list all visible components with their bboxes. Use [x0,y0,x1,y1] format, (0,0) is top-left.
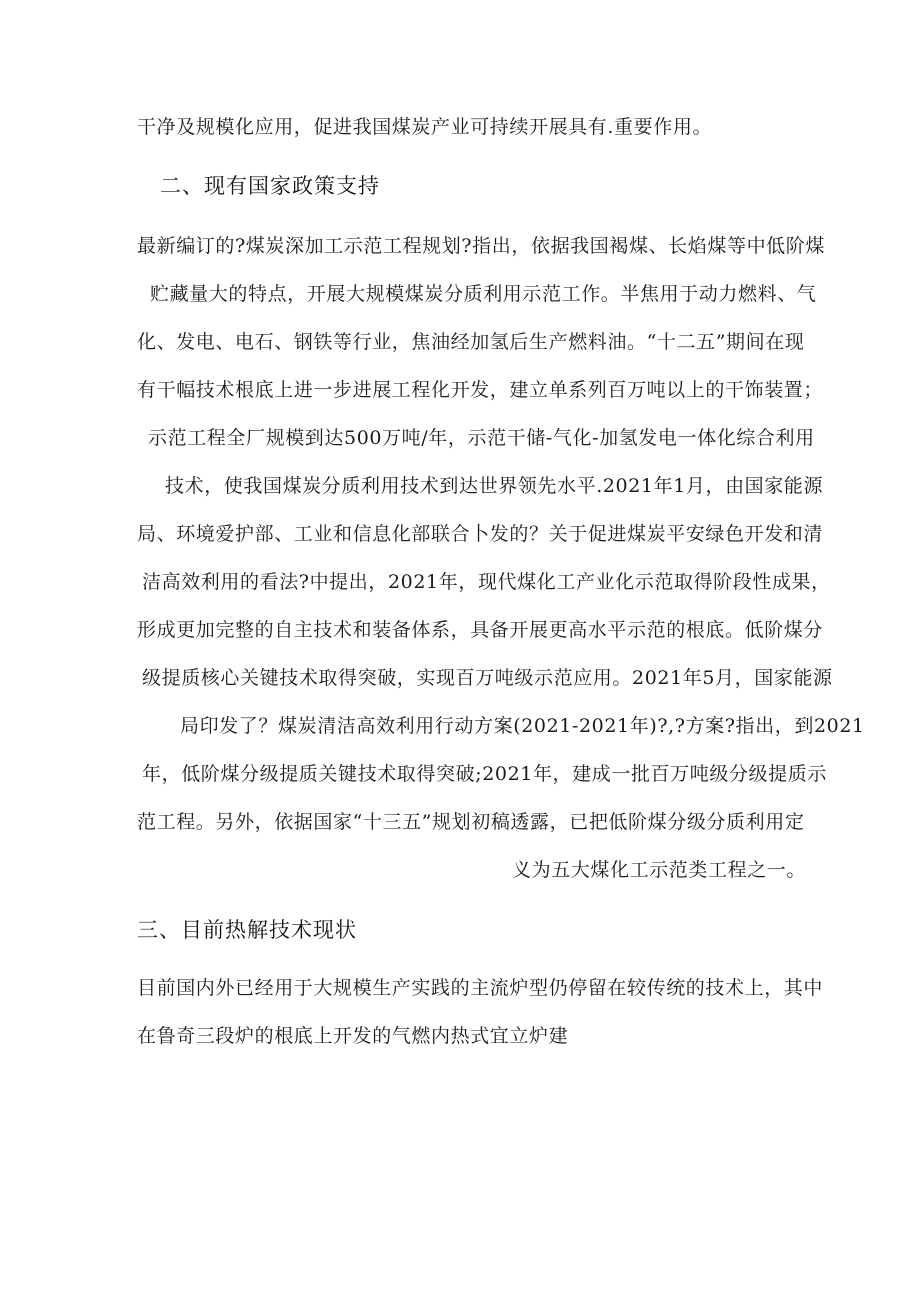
body-line: 年，低阶煤分级提质关键技术取得突破;2021年，建成一批百万吨级分级提质示 [142,763,827,785]
body-line: 洁高效利用的看法?中提出，2021年，现代煤化工产业化示范取得阶段性成果， [142,571,831,593]
intro-line: 干净及规模化应用，促进我国煤炭产业可持续开展具有.重要作用。 [137,116,713,138]
body-line: 贮藏量大的特点，开展大规模煤炭分质利用示范工作。半焦用于动力燃料、气 [150,283,817,305]
body-line: 示范工程全厂规模到达500万吨/年，示范干储-气化-加氢发电一体化综合利用 [148,427,815,449]
body-line: 技术，使我国煤炭分质利用技术到达世界领先水平.2021年1月，由国家能源 [165,475,824,497]
body-line: 局、环境爱护部、工业和信息化部联合卜发的？关于促进煤炭平安绿色开发和清 [137,523,824,545]
body-line: 范工程。另外，依据国家“十三五”规划初稿透露，已把低阶煤分级分质利用定 [137,811,805,833]
body-line: 级提质核心关键技术取得突破，实现百万吨级示范应用。2021年5月，国家能源 [142,667,833,689]
body-line: 目前国内外已经用于大规模生产实践的主流炉型仍停留在较传统的技术上，其中 [137,977,824,999]
body-line: 局印发了？煤炭清洁高效利用行动方案(2021-2021年)?,?方案?指出，到2021 [180,715,865,737]
body-line: 最新编订的?煤炭深加工示范工程规划?指出，依据我国褐煤、长焰煤等中低阶煤 [137,235,825,257]
body-line: 形成更加完整的自主技术和装备体系，具备开展更高水平示范的根底。低阶煤分 [137,619,824,641]
body-line: 在鲁奇三段炉的根底上开发的气燃内热式宜立炉建 [137,1025,569,1047]
section-2-heading: 二、现有国家政策支持 [160,174,380,198]
body-line: 有干幅技术根底上进一步进展工程化开发，建立单系列百万吨以上的干饰装置； [137,379,824,401]
section-3-heading: 三、目前热解技术现状 [137,918,357,942]
body-line: 化、发电、电石、钢铁等行业，焦油经加氢后生产燃料油。“十二五”期间在现 [137,331,805,353]
body-line: 义为五大煤化工示范类工程之一。 [512,859,807,881]
